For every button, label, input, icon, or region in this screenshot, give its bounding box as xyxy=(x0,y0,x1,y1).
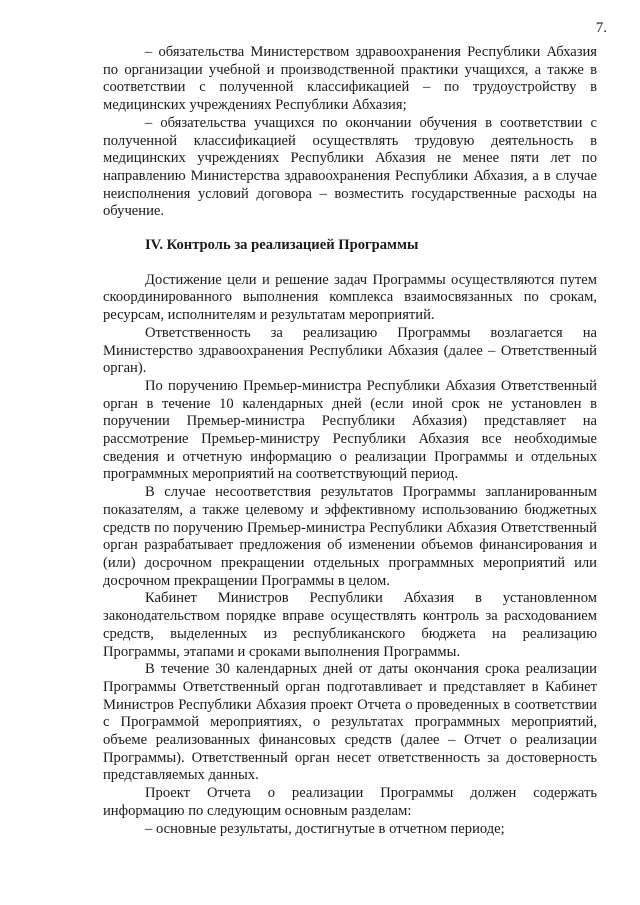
body-paragraph: По поручению Премьер-министра Республики Абхазия Ответственный орган в течение 10 календарных дней (если иной срок не установлен в поручении Премьер-министра Республики Абхазия) представляет на рассмотрение Премьер-министру Республики Абхазия все необходимые сведения и отчетную информацию о реализации Программы и отдельных программных мероприятий на соответствующий период. xyxy=(103,377,597,483)
body-paragraph: – основные результаты, достигнутые в отчетном периоде; xyxy=(145,820,505,837)
body-paragraph: В течение 30 календарных дней от даты окончания срока реализации Программы Ответственный орган подготавливает и представляет в Кабинет Министров Республики Абхазия проект Отчета о проведенных в соответствии с Программой мероприятиях, о результатах программных мероприятий, объеме реализованных финансовых средств (далее – Отчет о реализации Программы). Ответственный орган несет ответственность за достоверность представляемых данных. xyxy=(103,661,597,784)
document-body xyxy=(103,44,597,838)
section-heading: IV. Контроль за реализацией Программы xyxy=(145,237,419,254)
body-paragraph: Проект Отчета о реализации Программы должен содержать информацию по следующим основным разделам: xyxy=(103,785,597,819)
intro-paragraph: – обязательства Министерством здравоохранения Республики Абхазия по организации учебной и производственной практики учащихся, а также в соответствии с полученной классификацией – по трудоустройству в медицинских учреждениях Республики Абхазия; xyxy=(103,44,597,114)
intro-paragraph: – обязательства учащихся по окончании обучения в соответствии с полученной классификацией осуществлять трудовую деятельность в медицинских учреждениях Республики Абхазия не менее пяти лет по направлению Министерства здравоохранения Республики Абхазия, а в случае неисполнения условий договора – возместить государственные расходы на обучение. xyxy=(103,114,597,220)
body-paragraph: Кабинет Министров Республики Абхазия в установленном законодательством порядке вправе осуществлять контроль за расходованием средств, выделенных из республиканского бюджета на реализацию Программы, этапами и сроками выполнения Программы. xyxy=(103,590,597,660)
body-paragraph: В случае несоответствия результатов Программы запланированным показателям, а также целевому и эффективному использованию бюджетных средств по поручению Премьер-министра Республики Абхазия Ответственный орган разрабатывает предложения об изменении объемов финансирования и (или) досрочном прекращении отдельных программных мероприятий или досрочном прекращении Программы в целом. xyxy=(103,484,597,589)
body-paragraph: Ответственность за реализацию Программы возлагается на Министерство здравоохранения Республики Абхазия (далее – Ответственный орган). xyxy=(103,324,597,377)
page-number: 7. xyxy=(595,20,607,36)
body-paragraph: Достижение цели и решение задач Программы осуществляются путем скоординированного выполнения комплекса взаимосвязанных по срокам, ресурсам, исполнителям и результатам мероприятий. xyxy=(103,271,597,324)
